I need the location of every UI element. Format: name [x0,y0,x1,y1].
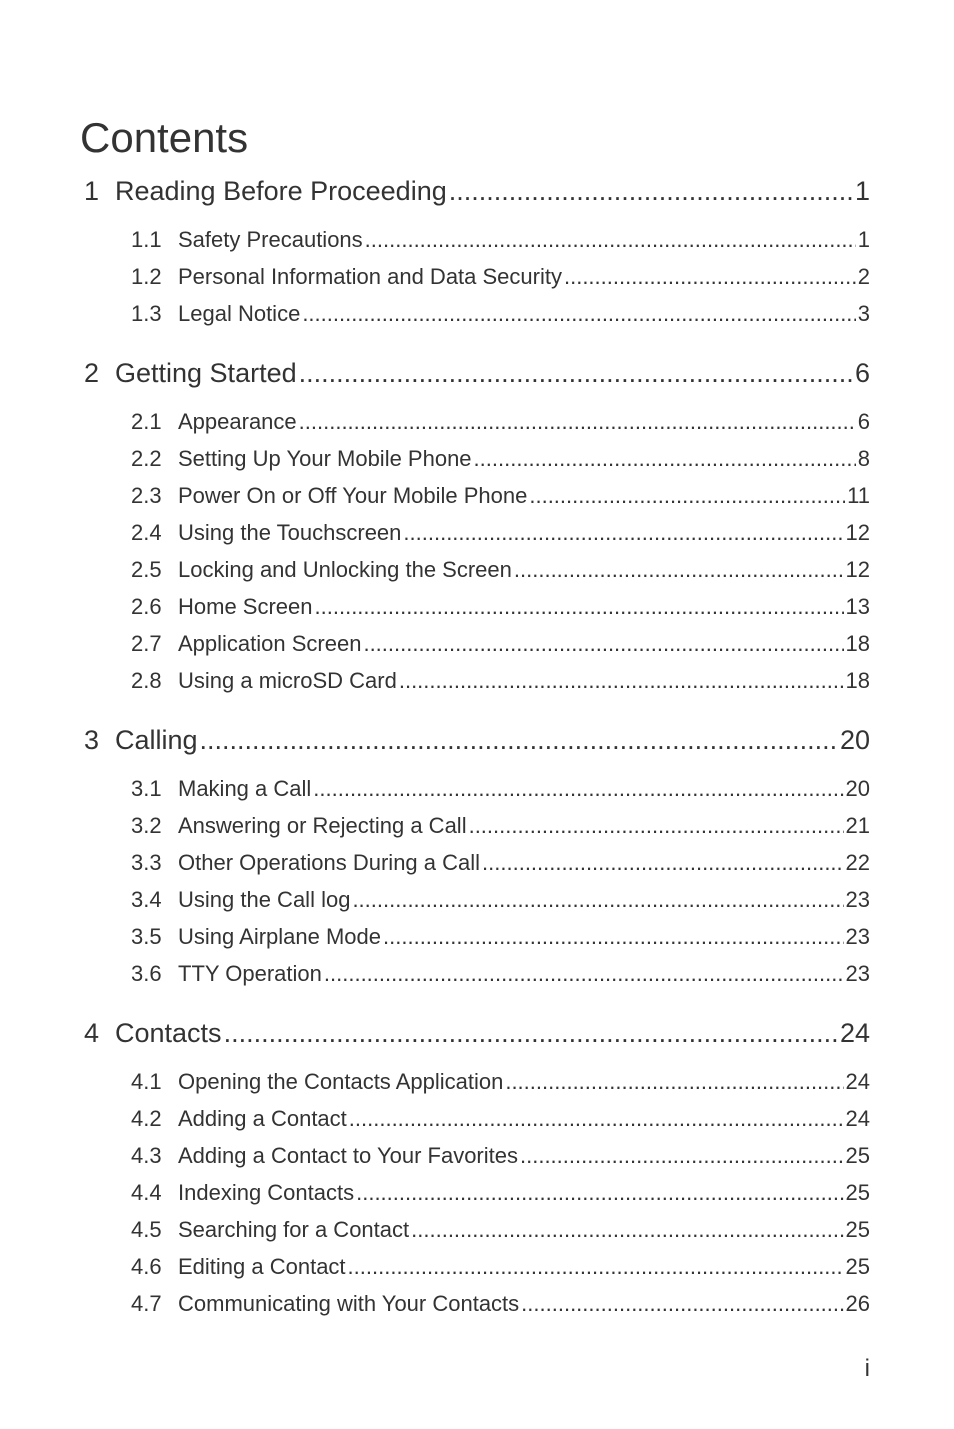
toc-entry-number: 3 [84,725,100,755]
toc-dot-leader [383,922,844,952]
toc-entry-number: 3.4 [131,887,162,912]
toc-entry-page: 22 [845,850,870,875]
toc-entry-page: 24 [839,1018,870,1048]
toc-entry-number: 2.4 [131,520,162,545]
toc-entry-title: TTY Operation [178,961,322,986]
toc-dot-leader [315,592,844,622]
toc-entry-title: Reading Before Proceeding [115,176,447,206]
toc-dot-leader [200,722,838,758]
toc-entry-page: 1 [854,176,870,206]
toc-dot-leader [520,1141,844,1171]
toc-dot-leader [302,299,855,329]
toc-entry-title: Safety Precautions [178,227,363,252]
toc-dot-leader [365,225,856,255]
toc-entry-page: 24 [845,1106,870,1131]
toc-entry-number: 1 [84,176,100,206]
toc-dot-leader [224,1015,838,1051]
toc-entry-number: 2.2 [131,446,162,471]
toc-section-entry[interactable] [0,774,870,804]
toc-entry-number: 4.2 [131,1106,162,1131]
toc-entry-title: Locking and Unlocking the Screen [178,557,512,582]
toc-section-entry[interactable] [0,1215,870,1245]
toc-section-entry[interactable] [0,1252,870,1282]
toc-entry-title: Setting Up Your Mobile Phone [178,446,472,471]
toc-entry-page: 20 [845,776,870,801]
toc-entry-title: Power On or Off Your Mobile Phone [178,483,528,508]
toc-entry-page: 21 [845,813,870,838]
toc-section-entry[interactable] [0,555,870,585]
toc-entry-title: Contacts [115,1018,222,1048]
toc-section-entry[interactable] [0,1289,870,1319]
toc-section-entry[interactable] [0,262,870,292]
toc-chapter-entry[interactable] [0,722,870,758]
toc-entry-title: Using the Touchscreen [178,520,402,545]
toc-entry-title: Appearance [178,409,297,434]
toc-section-entry[interactable] [0,848,870,878]
toc-section-entry[interactable] [0,444,870,474]
toc-section-entry[interactable] [0,959,870,989]
toc-dot-leader [521,1289,843,1319]
toc-entry-number: 4.7 [131,1291,162,1316]
toc-dot-leader [363,629,843,659]
toc-dot-leader [313,774,843,804]
toc-dot-leader [299,355,853,391]
toc-section-entry[interactable] [0,481,870,511]
toc-entry-title: Using Airplane Mode [178,924,382,949]
toc-entry-page: 13 [845,594,870,619]
toc-entry-page: 20 [839,725,870,755]
toc-entry-number: 3.6 [131,961,162,986]
toc-entry-number: 2.5 [131,557,162,582]
toc-entry-number: 2 [84,358,100,388]
toc-entry-number: 4.6 [131,1254,162,1279]
toc-entry-title: Calling [115,725,198,755]
toc-chapter-entry[interactable] [0,355,870,391]
toc-chapter-entry[interactable] [0,173,870,209]
toc-section-entry[interactable] [0,407,870,437]
toc-section-entry[interactable] [0,885,870,915]
toc-entry-number: 3.1 [131,776,162,801]
toc-entry-number: 1.3 [131,301,162,326]
toc-dot-leader [356,1178,843,1208]
toc-entry-number: 4.4 [131,1180,162,1205]
toc-entry-page: 3 [857,301,870,326]
toc-dot-leader [403,518,843,548]
toc-entry-number: 1.2 [131,264,162,289]
toc-entry-title: Using the Call log [178,887,351,912]
toc-entry-page: 12 [845,520,870,545]
toc-entry-page: 12 [845,557,870,582]
toc-dot-leader [449,173,853,209]
toc-dot-leader [564,262,856,292]
toc-dot-leader [469,811,844,841]
toc-entry-page: 25 [845,1180,870,1205]
toc-entry-page: 23 [845,887,870,912]
toc-entry-title: Making a Call [178,776,312,801]
toc-entry-page: 23 [845,924,870,949]
toc-dot-leader [514,555,844,585]
page-number: i [864,1355,870,1382]
toc-entry-title: Application Screen [178,631,362,656]
toc-entry-page: 11 [847,483,870,508]
toc-entry-number: 2.3 [131,483,162,508]
toc-entry-title: Adding a Contact to Your Favorites [178,1143,518,1168]
toc-dot-leader [349,1104,844,1134]
toc-entry-page: 6 [857,409,870,434]
toc-dot-leader [352,885,843,915]
toc-entry-page: 25 [845,1254,870,1279]
toc-entry-title: Using a microSD Card [178,668,397,693]
page-title: Contents [80,114,249,162]
toc-entry-number: 3.5 [131,924,162,949]
toc-entry-title: Editing a Contact [178,1254,346,1279]
toc-entry-page: 6 [854,358,870,388]
toc-entry-number: 4 [84,1018,100,1048]
toc-dot-leader [348,1252,844,1282]
toc-section-entry[interactable] [0,1104,870,1134]
toc-entry-page: 23 [845,961,870,986]
toc-dot-leader [482,848,843,878]
toc-entry-title: Answering or Rejecting a Call [178,813,467,838]
toc-entry-title: Indexing Contacts [178,1180,355,1205]
toc-entry-number: 4.3 [131,1143,162,1168]
toc-entry-page: 2 [857,264,870,289]
toc-section-entry[interactable] [0,1067,870,1097]
toc-section-entry[interactable] [0,518,870,548]
toc-entry-page: 25 [845,1217,870,1242]
toc-entry-page: 26 [845,1291,870,1316]
toc-dot-leader [299,407,856,437]
toc-entry-page: 18 [845,668,870,693]
toc-section-entry[interactable] [0,225,870,255]
toc-entry-number: 2.1 [131,409,162,434]
toc-section-entry[interactable] [0,666,870,696]
toc-dot-leader [411,1215,843,1245]
toc-entry-title: Legal Notice [178,301,301,326]
toc-chapter-entry[interactable] [0,1015,870,1051]
toc-dot-leader [324,959,844,989]
toc-section-entry[interactable] [0,811,870,841]
toc-dot-leader [474,444,856,474]
toc-entry-page: 25 [845,1143,870,1168]
toc-entry-number: 2.6 [131,594,162,619]
toc-entry-title: Home Screen [178,594,313,619]
toc-entry-number: 4.1 [131,1069,162,1094]
toc-section-entry[interactable] [0,299,870,329]
toc-dot-leader [529,481,845,511]
toc-entry-title: Getting Started [115,358,297,388]
toc-entry-title: Opening the Contacts Application [178,1069,504,1094]
toc-dot-leader [399,666,844,696]
toc-entry-number: 4.5 [131,1217,162,1242]
toc-entry-number: 2.8 [131,668,162,693]
toc-section-entry[interactable] [0,1178,870,1208]
toc-entry-page: 1 [857,227,870,252]
toc-entry-number: 2.7 [131,631,162,656]
toc-section-entry[interactable] [0,629,870,659]
toc-section-entry[interactable] [0,922,870,952]
toc-entry-page: 18 [845,631,870,656]
toc-dot-leader [505,1067,843,1097]
toc-entry-title: Searching for a Contact [178,1217,410,1242]
toc-entry-number: 1.1 [131,227,162,252]
toc-entry-number: 3.3 [131,850,162,875]
toc-entry-title: Other Operations During a Call [178,850,481,875]
toc-section-entry[interactable] [0,592,870,622]
toc-entry-page: 24 [845,1069,870,1094]
toc-section-entry[interactable] [0,1141,870,1171]
toc-entry-title: Adding a Contact [178,1106,347,1131]
toc-entry-title: Personal Information and Data Security [178,264,562,289]
toc-entry-title: Communicating with Your Contacts [178,1291,520,1316]
toc-entry-number: 3.2 [131,813,162,838]
toc-entry-page: 8 [857,446,870,471]
